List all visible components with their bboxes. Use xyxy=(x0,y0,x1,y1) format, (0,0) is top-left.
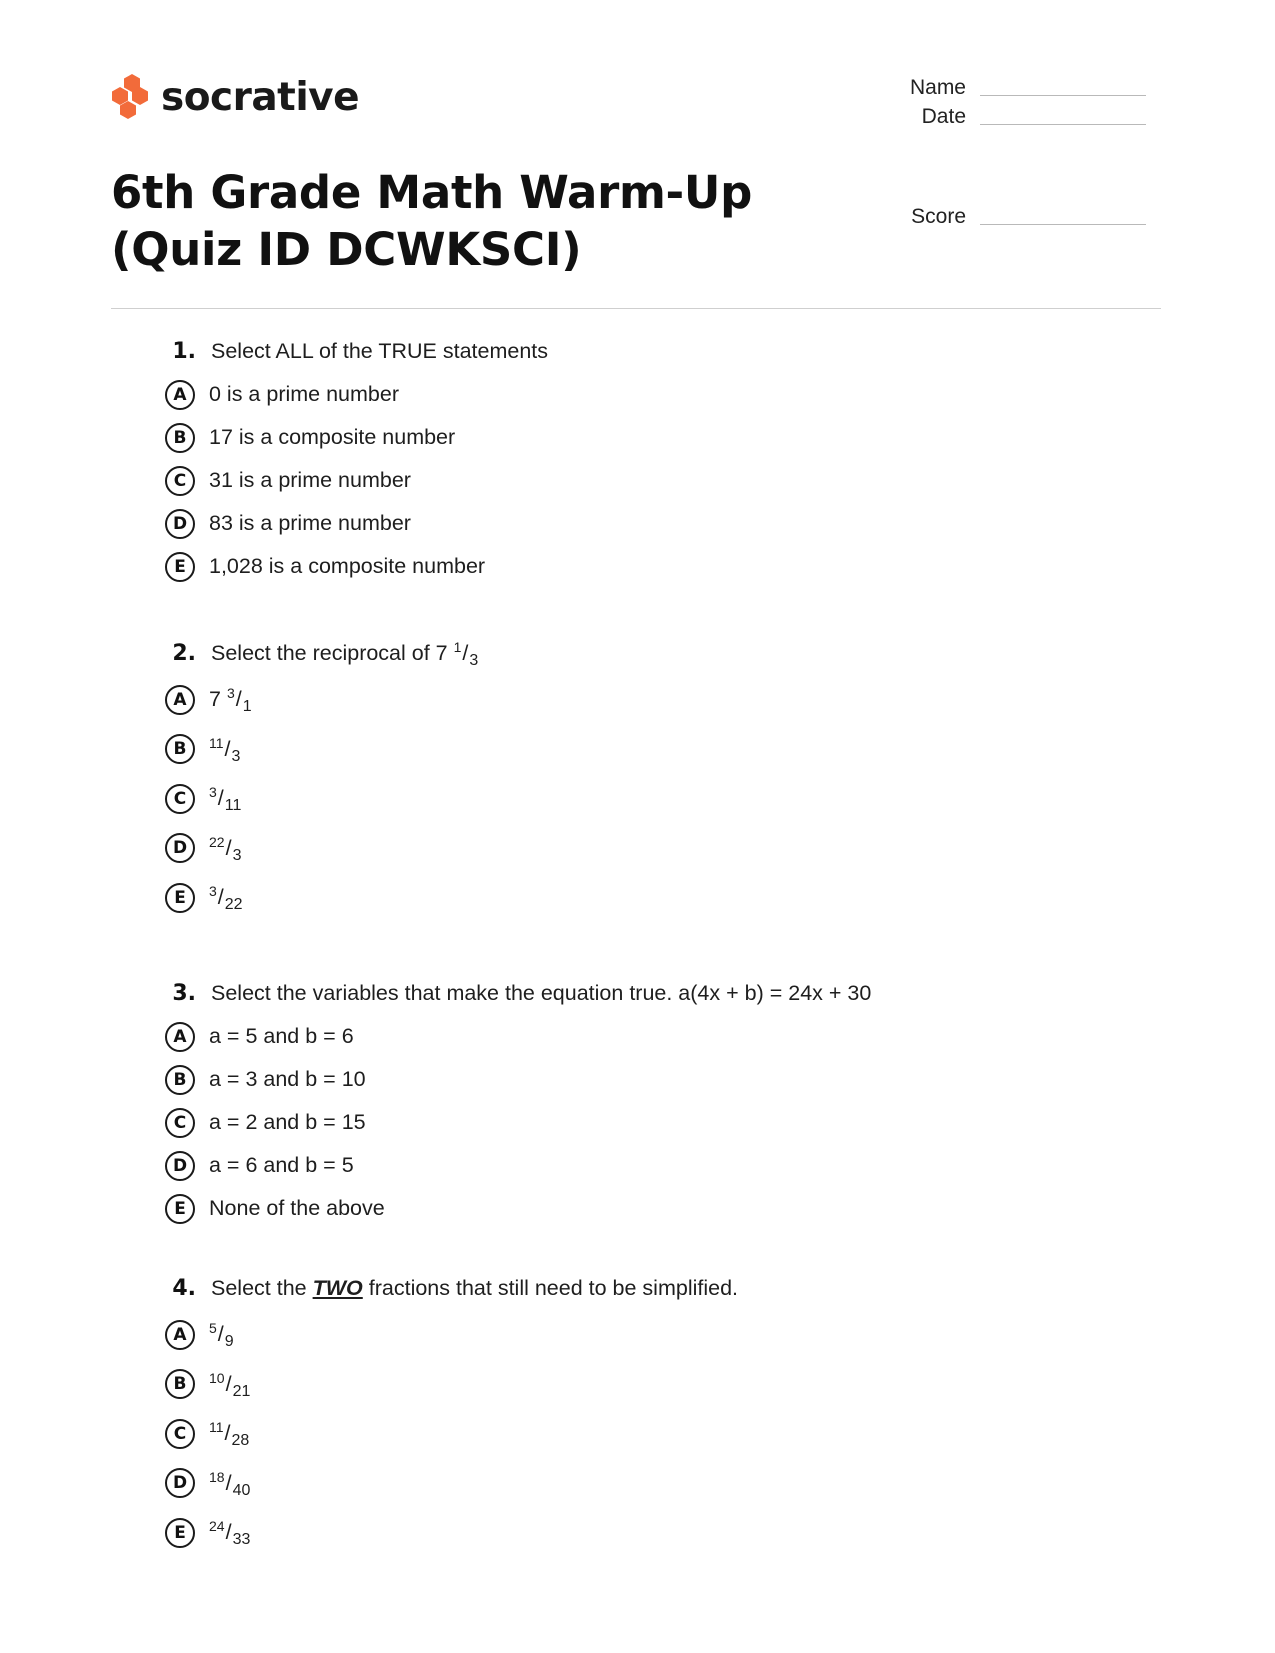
option-fraction: $^{10}/_{21}$ xyxy=(209,1369,251,1400)
score-field[interactable] xyxy=(846,205,1146,229)
option-list xyxy=(166,1015,871,1230)
option-bubble[interactable]: B xyxy=(165,1369,195,1399)
option-a[interactable] xyxy=(166,1310,738,1360)
question-number: 1. xyxy=(172,339,196,364)
fraction-whole: 7 xyxy=(209,687,221,712)
question-4 xyxy=(166,1276,738,1558)
fraction-numerator: 3 xyxy=(226,685,235,702)
header-divider xyxy=(111,308,1161,309)
option-fraction: $^{18}/_{40}$ xyxy=(209,1468,251,1499)
option-bubble[interactable]: E xyxy=(165,883,195,913)
option-list xyxy=(166,675,478,923)
option-bubble[interactable]: A xyxy=(165,1320,195,1350)
option-bubble[interactable]: A xyxy=(165,380,195,410)
fraction-denominator: 3 xyxy=(469,652,479,669)
question-text-emphasis: TWO xyxy=(312,1276,363,1300)
fraction-denominator: 33 xyxy=(232,1531,251,1549)
option-b[interactable] xyxy=(166,725,478,775)
question-3 xyxy=(166,981,871,1230)
fraction-numerator: 10 xyxy=(209,1369,225,1386)
option-bubble[interactable]: C xyxy=(165,466,195,496)
fraction-numerator: 11 xyxy=(209,734,224,751)
name-line[interactable] xyxy=(980,94,1146,96)
fraction-denominator: 21 xyxy=(232,1382,251,1400)
option-b[interactable] xyxy=(166,1058,871,1101)
option-e[interactable] xyxy=(166,873,478,923)
option-bubble[interactable]: D xyxy=(165,1468,195,1498)
option-text: a = 3 and b = 10 xyxy=(209,1067,366,1091)
option-list xyxy=(166,373,548,588)
option-d[interactable] xyxy=(166,502,548,545)
option-bubble[interactable]: C xyxy=(165,784,195,814)
option-d[interactable] xyxy=(166,1144,871,1187)
question-text: Select ALL of the TRUE statements xyxy=(211,339,549,363)
option-a[interactable] xyxy=(166,675,478,725)
fraction-denominator: 3 xyxy=(232,846,242,864)
option-fraction: $^3/_{22}$ xyxy=(209,883,243,914)
option-e[interactable] xyxy=(166,1187,871,1230)
option-c[interactable] xyxy=(166,774,478,824)
option-bubble[interactable]: A xyxy=(165,1022,195,1052)
socrative-hexagons-icon xyxy=(111,72,149,122)
question-number: 2. xyxy=(172,641,196,666)
fraction-denominator: 22 xyxy=(224,896,243,914)
option-text: a = 2 and b = 15 xyxy=(209,1110,366,1134)
option-bubble[interactable]: C xyxy=(165,1419,195,1449)
fraction-numerator: 3 xyxy=(209,883,217,900)
date-label: Date xyxy=(921,105,966,128)
option-fraction: $^{11}/_3$ xyxy=(209,734,241,765)
option-e[interactable] xyxy=(166,1508,738,1558)
date-line[interactable] xyxy=(980,123,1146,125)
fraction-denominator: 28 xyxy=(231,1432,250,1450)
option-fraction: $^{22}/_3$ xyxy=(209,833,242,864)
fraction-denominator: 1 xyxy=(242,698,252,716)
option-e[interactable] xyxy=(166,545,548,588)
question-number: 4. xyxy=(172,1276,196,1301)
option-c[interactable] xyxy=(166,459,548,502)
option-fraction: 7 $^3/_1$ xyxy=(209,685,252,716)
option-text: 1,028 is a composite number xyxy=(209,554,486,578)
fraction-denominator: 9 xyxy=(224,1333,234,1351)
fraction-numerator: 11 xyxy=(209,1419,224,1436)
option-text: 83 is a prime number xyxy=(209,511,411,535)
option-fraction: $^{24}/_{33}$ xyxy=(209,1518,251,1549)
option-bubble[interactable]: E xyxy=(165,1194,195,1224)
option-text: 0 is a prime number xyxy=(209,382,399,406)
question-text: Select the variables that make the equation true. a(4x + b) = 24x + 30 xyxy=(211,981,872,1005)
question-text-post: fractions that still need to be simplified. xyxy=(368,1276,739,1300)
option-b[interactable] xyxy=(166,1360,738,1410)
socrative-logo xyxy=(111,72,359,122)
option-text: 17 is a composite number xyxy=(209,425,456,449)
option-text: None of the above xyxy=(209,1196,385,1220)
question-1 xyxy=(166,339,548,588)
option-bubble[interactable]: A xyxy=(165,685,195,715)
brand-name: socrative xyxy=(161,74,360,120)
option-fraction: $^{11}/_{28}$ xyxy=(209,1419,250,1450)
option-text: a = 5 and b = 6 xyxy=(209,1024,354,1048)
option-bubble[interactable]: E xyxy=(165,1518,195,1548)
option-a[interactable] xyxy=(166,373,548,416)
score-line[interactable] xyxy=(980,223,1146,225)
fraction-denominator: 3 xyxy=(231,747,241,765)
question-text-pre: Select the xyxy=(211,1276,307,1300)
option-bubble[interactable]: B xyxy=(165,423,195,453)
option-d[interactable] xyxy=(166,1459,738,1509)
option-b[interactable] xyxy=(166,416,548,459)
fraction-numerator: 24 xyxy=(209,1518,225,1535)
question-text-main: Select the reciprocal of 7 xyxy=(211,641,448,665)
option-text: a = 6 and b = 5 xyxy=(209,1153,354,1177)
fraction-numerator: 3 xyxy=(209,784,217,801)
option-bubble[interactable]: B xyxy=(165,734,195,764)
option-c[interactable] xyxy=(166,1101,871,1144)
fraction-numerator: 22 xyxy=(209,833,225,850)
option-bubble[interactable]: D xyxy=(165,509,195,539)
page-title: 6th Grade Math Warm-Up (Quiz ID DCWKSCI) xyxy=(111,166,753,276)
question-text: Select the reciprocal of 7 $^1/_3$ xyxy=(211,639,479,669)
question-text xyxy=(211,1276,738,1301)
option-bubble[interactable]: D xyxy=(165,833,195,863)
option-c[interactable] xyxy=(166,1409,738,1459)
fraction-denominator: 40 xyxy=(232,1481,251,1499)
option-bubble[interactable]: C xyxy=(165,1108,195,1138)
option-bubble[interactable]: B xyxy=(165,1065,195,1095)
option-bubble[interactable]: E xyxy=(165,552,195,582)
name-field[interactable] xyxy=(846,76,1146,100)
question-2 xyxy=(166,641,478,923)
option-fraction: $^3/_{11}$ xyxy=(209,784,242,815)
option-bubble[interactable]: D xyxy=(165,1151,195,1181)
fraction-numerator: 1 xyxy=(453,639,462,655)
fraction-denominator: 11 xyxy=(224,797,242,815)
option-d[interactable] xyxy=(166,824,478,874)
fraction-numerator: 5 xyxy=(209,1320,217,1337)
option-fraction: $^5/_9$ xyxy=(209,1320,234,1351)
fraction-numerator: 18 xyxy=(209,1468,225,1485)
question-number: 3. xyxy=(172,981,196,1006)
date-field[interactable] xyxy=(846,105,1146,129)
name-label: Name xyxy=(909,76,966,99)
score-label: Score xyxy=(911,205,966,228)
option-text: 31 is a prime number xyxy=(209,468,411,492)
option-a[interactable] xyxy=(166,1015,871,1058)
option-list xyxy=(166,1310,738,1558)
